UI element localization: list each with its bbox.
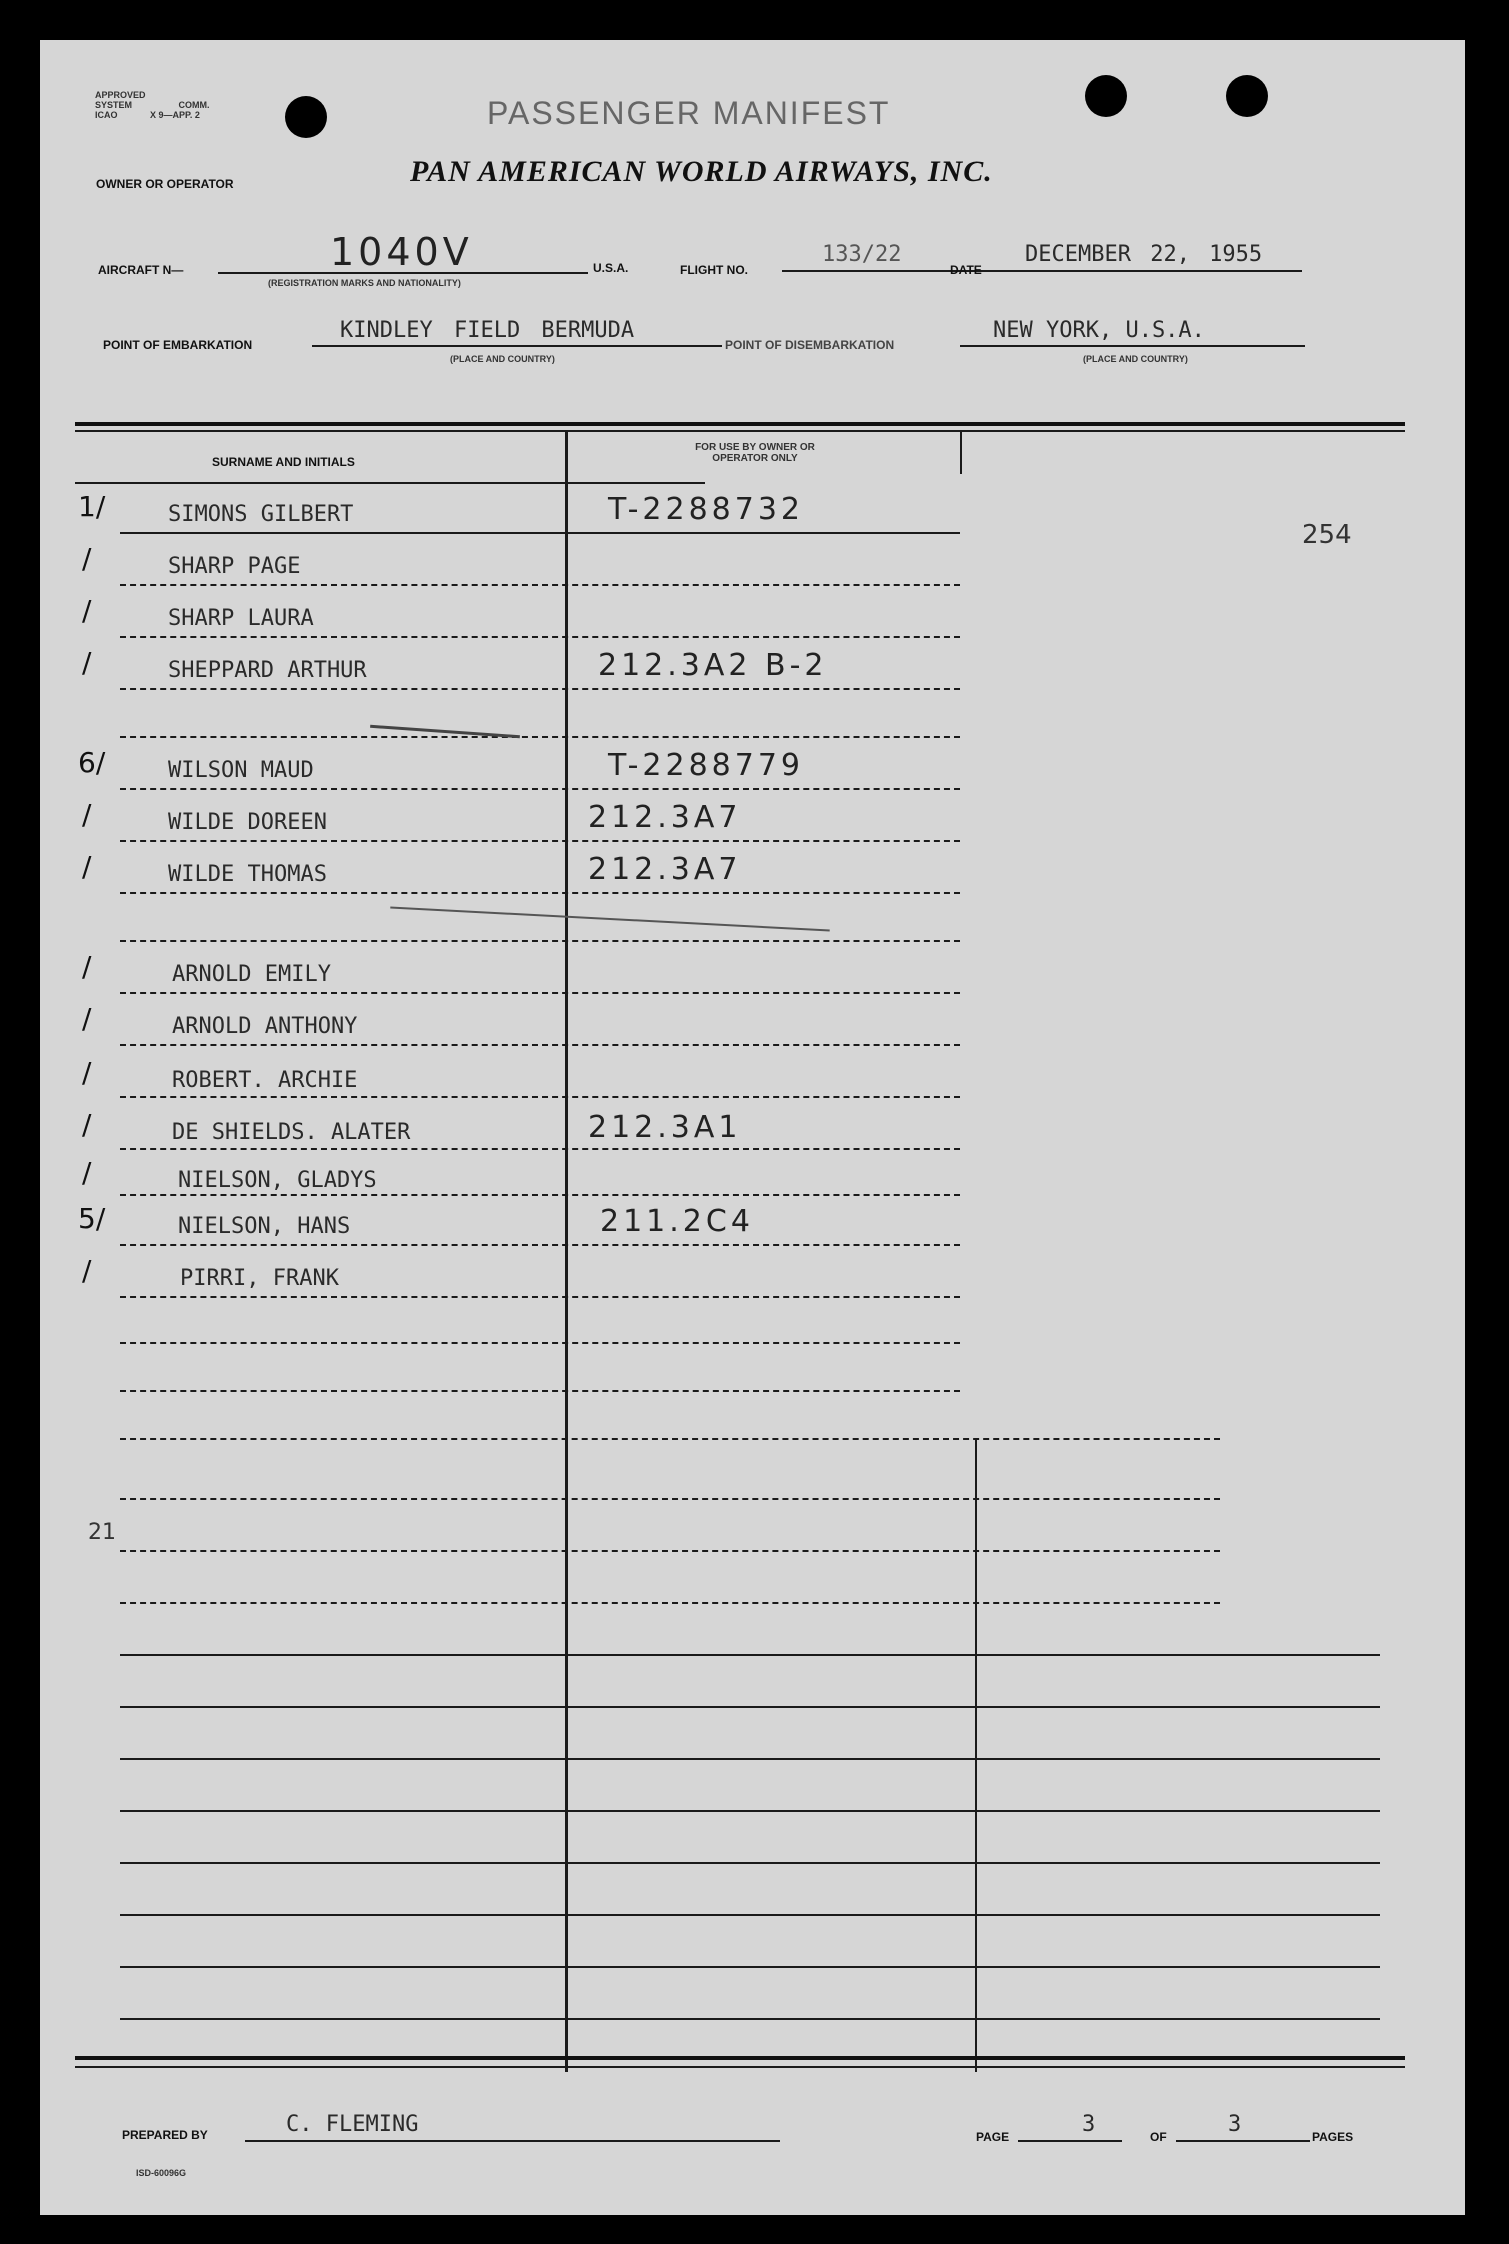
flight-number: 133/22 bbox=[822, 242, 902, 267]
row-rule bbox=[120, 584, 960, 588]
owner-note: 212.3A1 bbox=[588, 1110, 742, 1145]
passenger-name: ARNOLD ANTHONY bbox=[172, 1014, 358, 1039]
row-rule bbox=[120, 736, 960, 740]
check-mark: / bbox=[82, 1056, 92, 1089]
check-mark: / bbox=[82, 542, 92, 575]
table-top-rule-2 bbox=[75, 430, 1405, 432]
row-rule bbox=[120, 1758, 1380, 1760]
check-mark: 1/ bbox=[78, 490, 106, 523]
check-mark: / bbox=[82, 1002, 92, 1035]
passenger-name: SHEPPARD ARTHUR bbox=[168, 658, 367, 683]
owner-note: 212.3A2 B-2 bbox=[598, 648, 828, 683]
row-rule bbox=[120, 532, 960, 534]
owner-note: T-2288779 bbox=[608, 748, 805, 783]
embarkation-place: KINDLEY FIELD BERMUDA bbox=[340, 318, 635, 343]
row-rule bbox=[120, 1810, 1380, 1812]
row-rule bbox=[120, 1342, 960, 1346]
manifest-sheet bbox=[40, 40, 1465, 2215]
table-bottom-rule bbox=[75, 2056, 1405, 2060]
check-mark: / bbox=[82, 798, 92, 831]
date-label: DATE bbox=[950, 263, 982, 277]
row-rule bbox=[120, 1096, 960, 1100]
column-header-surname: SURNAME AND INITIALS bbox=[212, 455, 355, 469]
total-pages: 3 bbox=[1228, 2112, 1242, 2137]
table-bottom-rule-2 bbox=[75, 2066, 1405, 2068]
form-code: ISD-60096G bbox=[136, 2168, 187, 2178]
row-rule bbox=[120, 940, 960, 944]
registration-caption: (REGISTRATION MARKS AND NATIONALITY) bbox=[268, 278, 461, 288]
prepared-by-underline bbox=[245, 2140, 780, 2142]
column-divider-1 bbox=[565, 432, 568, 2072]
check-mark: / bbox=[82, 1156, 92, 1189]
row-rule bbox=[120, 1706, 1380, 1708]
column-divider-2 bbox=[960, 432, 962, 474]
passenger-name: ARNOLD EMILY bbox=[172, 962, 331, 987]
row-rule bbox=[120, 1966, 1380, 1968]
punch-hole-left bbox=[285, 96, 327, 138]
disembarkation-caption: (PLACE AND COUNTRY) bbox=[1083, 354, 1188, 364]
approval-stamp bbox=[95, 90, 210, 120]
check-mark: 6/ bbox=[78, 746, 106, 779]
of-underline bbox=[1176, 2140, 1310, 2142]
passenger-name: WILDE DOREEN bbox=[168, 810, 327, 835]
punch-hole-right-1 bbox=[1085, 75, 1127, 117]
passenger-name: SIMONS GILBERT bbox=[168, 502, 354, 527]
row-rule bbox=[120, 1498, 1220, 1502]
approval-line: SYSTEM COMM. bbox=[95, 100, 210, 110]
check-mark: / bbox=[82, 594, 92, 627]
owner-note: 212.3A7 bbox=[588, 800, 742, 835]
row-rule bbox=[120, 1602, 1220, 1606]
row-rule bbox=[120, 1044, 960, 1048]
row-rule bbox=[120, 1244, 960, 1248]
row-rule bbox=[120, 892, 960, 896]
check-mark: / bbox=[82, 1108, 92, 1141]
row-rule bbox=[120, 2018, 1380, 2020]
column-divider-3 bbox=[975, 1438, 977, 2072]
owner-note: T-2288732 bbox=[608, 492, 805, 527]
serial-number: 254 bbox=[1302, 520, 1352, 550]
passenger-name: ROBERT. ARCHIE bbox=[172, 1068, 358, 1093]
table-top-rule bbox=[75, 422, 1405, 426]
row-rule bbox=[120, 788, 960, 792]
page-label: PAGE bbox=[976, 2130, 1010, 2144]
flight-label: FLIGHT NO. bbox=[680, 263, 748, 277]
row-rule bbox=[120, 688, 960, 692]
passenger-name: WILSON MAUD bbox=[168, 758, 314, 783]
check-mark: / bbox=[82, 646, 92, 679]
aircraft-number: 1040V bbox=[330, 230, 473, 274]
embarkation-label: POINT OF EMBARKATION bbox=[103, 338, 253, 352]
flight-underline bbox=[782, 270, 1032, 272]
aircraft-label: AIRCRAFT N— bbox=[98, 263, 184, 277]
date-underline bbox=[1000, 270, 1302, 272]
form-title: PASSENGER MANIFEST bbox=[487, 95, 891, 131]
check-mark: / bbox=[82, 1254, 92, 1287]
row-rule bbox=[120, 1654, 1380, 1656]
page-number: 3 bbox=[1082, 2112, 1096, 2137]
of-label: OF bbox=[1150, 2130, 1167, 2144]
passenger-name: SHARP LAURA bbox=[168, 606, 314, 631]
table-header-rule bbox=[75, 482, 705, 484]
passenger-name: SHARP PAGE bbox=[168, 554, 301, 579]
row-rule bbox=[120, 636, 960, 640]
check-mark: / bbox=[82, 950, 92, 983]
prepared-by-name: C. FLEMING bbox=[286, 2112, 419, 2137]
owner-label: OWNER OR OPERATOR bbox=[96, 177, 234, 191]
row-rule bbox=[120, 1296, 960, 1300]
embarkation-caption: (PLACE AND COUNTRY) bbox=[450, 354, 555, 364]
row-rule bbox=[120, 1148, 960, 1152]
column-header-owner: FOR USE BY OWNER OR OPERATOR ONLY bbox=[695, 442, 815, 464]
flight-date: DECEMBER 22, 1955 bbox=[1025, 242, 1263, 267]
pages-label: PAGES bbox=[1312, 2130, 1354, 2144]
disembarkation-label: POINT OF DISEMBARKATION bbox=[725, 338, 895, 352]
disembarkation-place: NEW YORK, U.S.A. bbox=[993, 318, 1205, 343]
owner-note: 212.3A7 bbox=[588, 852, 742, 887]
scribble-line bbox=[390, 906, 830, 931]
carrier-name: PAN AMERICAN WORLD AIRWAYS, INC. bbox=[410, 155, 993, 188]
passenger-name: NIELSON, GLADYS bbox=[178, 1168, 377, 1193]
punch-hole-right-2 bbox=[1226, 75, 1268, 117]
row-rule bbox=[120, 1438, 1220, 1442]
row-rule bbox=[120, 1914, 1380, 1916]
usa-label: U.S.A. bbox=[593, 261, 629, 275]
passenger-name: PIRRI, FRANK bbox=[180, 1266, 339, 1291]
row-rule bbox=[120, 992, 960, 996]
check-mark: / bbox=[82, 850, 92, 883]
prepared-by-label: PREPARED BY bbox=[122, 2128, 208, 2142]
row-rule bbox=[120, 1390, 960, 1394]
row-rule bbox=[120, 1550, 1220, 1554]
page-underline bbox=[1018, 2140, 1122, 2142]
row-rule bbox=[120, 840, 960, 844]
row-rule bbox=[120, 1194, 960, 1198]
owner-note: 211.2C4 bbox=[600, 1204, 754, 1239]
embarkation-underline bbox=[312, 345, 722, 347]
approval-line: ICAO X 9—APP. 2 bbox=[95, 110, 200, 120]
passenger-name: WILDE THOMAS bbox=[168, 862, 327, 887]
check-mark: 5/ bbox=[78, 1202, 106, 1235]
passenger-name: DE SHIELDS. ALATER bbox=[172, 1120, 411, 1145]
row-number-21: 21 bbox=[88, 1520, 116, 1545]
passenger-name: NIELSON, HANS bbox=[178, 1214, 351, 1239]
row-rule bbox=[120, 1862, 1380, 1864]
approval-line: APPROVED bbox=[95, 90, 146, 100]
disembarkation-underline bbox=[960, 345, 1305, 347]
